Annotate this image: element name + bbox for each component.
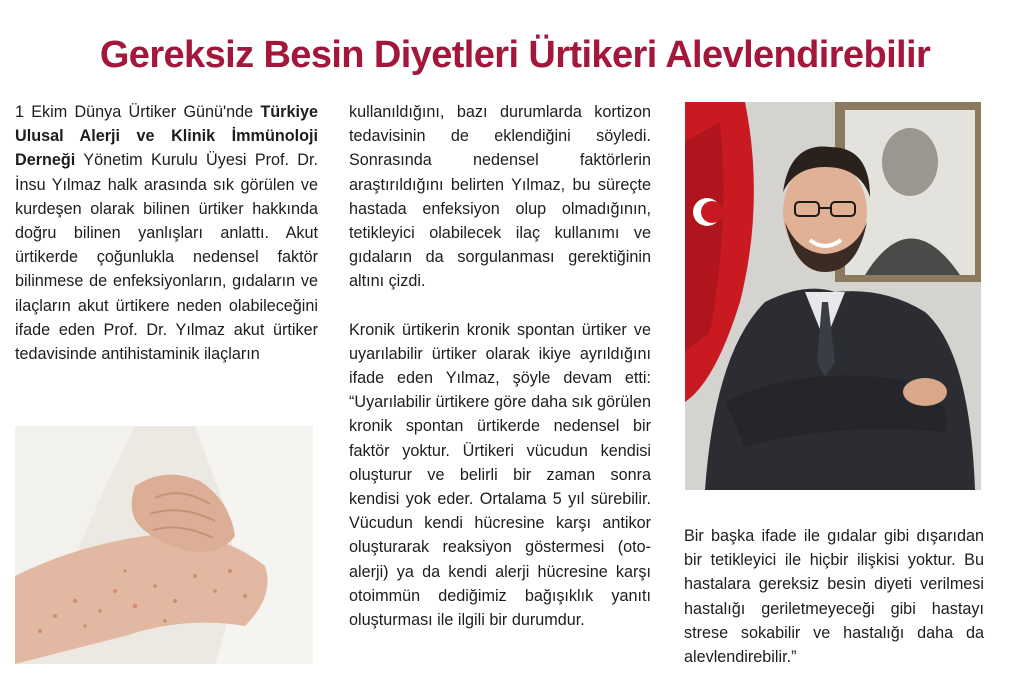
intro-text: 1 Ekim Dünya Ürtiker Günü'nde [15,103,261,121]
paragraph [15,100,318,366]
organization-name: Türkiye Ulusal Alerji ve Klinik İmmünoloji Derneği [15,103,318,170]
arm-photo [15,426,313,664]
portrait-photo [685,102,981,490]
paragraph: Kronik ürtikerin kronik spontan ürtiker ve uyarılabilir ürtiker olarak ikiye ayrıldığını ifade eden Yılmaz, şöyle devam etti: “Uyarılabilir ürtikere göre daha sık görülen kronik spontan ürtikerde nedensel bir faktör yoktur. Ürtikeri vücudun kendisi oluşturur ve belirli bir zaman sonra kendisi yok eder. Ortalama 5 yıl sürebilir. Vücudun kendi hücresine karşı antikor oluşturarak reaksiyon göstermesi (oto-alerji) ya da kendi alerji hücresine karşı otoimmün dediğimiz bağışıklık yanıtı oluşturması ile ilgili bir durumdur. [349,320,651,630]
article-column-2 [349,100,651,632]
article-headline: Gereksiz Besin Diyetleri Ürtikeri Alevlendirebilir [99,34,931,76]
article-column-3 [684,524,984,669]
paragraph: kullanıldığını, bazı durumlarda kortizon tedavisinin de eklendiğini söyledi. Sonrasında nedensel faktörlerin araştırıldığını belirten Yılmaz, bu süreçte hastada enfeksiyon olup olmadığının, tetikleyici olabilecek ilaç kullanımı ve gıdaların da sorgulanması gerektiğinin altını çizdi. [349,103,651,291]
body-text: Yönetim Kurulu Üyesi Prof. Dr. İnsu Yılmaz halk arasında sık görülen ve kurdeşen olarak bilinen ürtiker hakkında doğru bilinen yanlışları anlattı. Akut ürtikerde çoğunlukla nedensel faktör bilinmese de enfeksiyonların, gıdaların ve ilaçların akut ürtikere neden olabileceğini ifade eden Prof. Dr. Yılmaz akut ürtiker tedavisinde antihistaminik ilaçların [15,151,318,364]
article-column-1 [15,100,318,366]
paragraph: Bir başka ifade ile gıdalar gibi dışarıdan bir tetikleyici ile hiçbir ilişkisi yoktur. Bu hastalara gereksiz besin diyeti verilmesi hastalığı geriletmeyeceği gibi hastayı strese sokabilir ve hastalığı daha da alevlendirebilir.” [684,527,984,667]
